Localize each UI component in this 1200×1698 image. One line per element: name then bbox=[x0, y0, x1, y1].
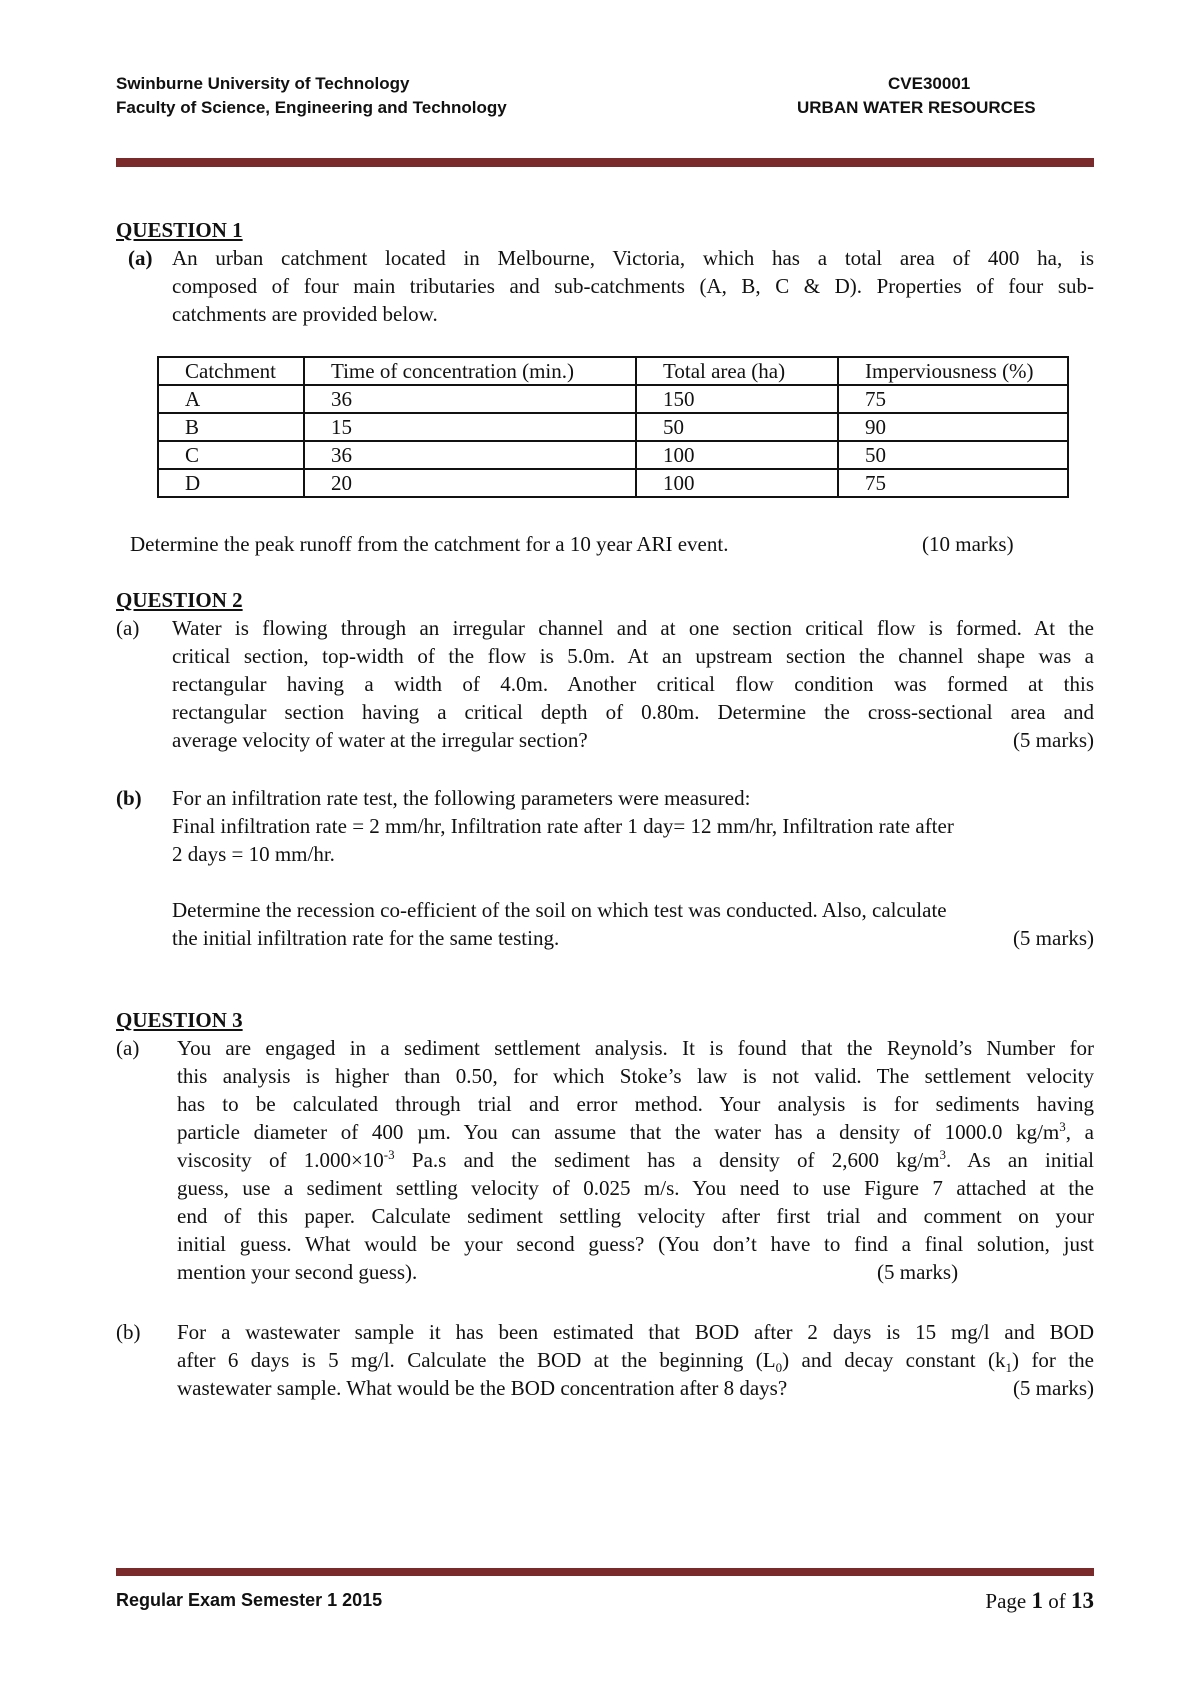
footer-page-number bbox=[985, 1588, 1094, 1614]
footer-divider bbox=[116, 1568, 1094, 1576]
table-cell: 50 bbox=[636, 413, 838, 441]
page-total: 13 bbox=[1071, 1588, 1094, 1613]
text-segment: after 6 days is 5 mg/l. Calculate the BOD at the beginning (L bbox=[177, 1348, 776, 1372]
text-line bbox=[177, 1258, 1094, 1286]
table-cell: 36 bbox=[304, 385, 636, 413]
question-1a-text bbox=[172, 244, 1094, 328]
table-row bbox=[158, 413, 1068, 441]
table-cell: 150 bbox=[636, 385, 838, 413]
table-cell: 36 bbox=[304, 441, 636, 469]
table-cell: A bbox=[158, 385, 304, 413]
text-line: Water is flowing through an irregular channel and at one section critical flow is formed. At the bbox=[172, 616, 1094, 640]
question-2a-last-line: average velocity of water at the irregular section? bbox=[172, 728, 588, 752]
question-2b-text bbox=[172, 784, 1094, 868]
superscript: 3 bbox=[1059, 1119, 1066, 1134]
page-current: 1 bbox=[1031, 1588, 1043, 1613]
question-3a-last-line: mention your second guess). bbox=[177, 1260, 418, 1284]
of-word: of bbox=[1048, 1589, 1066, 1613]
table-cell: 90 bbox=[838, 413, 1068, 441]
header-course-name: URBAN WATER RESOURCES bbox=[797, 98, 1036, 117]
question-3b-label: (b) bbox=[116, 1320, 141, 1344]
question-2b-label: (b) bbox=[116, 786, 142, 810]
table-header-row bbox=[158, 357, 1068, 385]
question-3b-text bbox=[177, 1318, 1094, 1402]
question-2a-marks: (5 marks) bbox=[1012, 728, 1094, 752]
table-cell: 50 bbox=[838, 441, 1068, 469]
table-header-cell: Imperviousness (%) bbox=[838, 357, 1068, 385]
text-segment: ) and decay constant (k bbox=[782, 1348, 1006, 1372]
text-line: For a wastewater sample it has been estimated that BOD after 2 days is 15 mg/l and BOD bbox=[177, 1320, 1094, 1344]
text-line: Determine the recession co-efficient of the soil on which test was conducted. Also, calculate bbox=[172, 898, 947, 922]
question-3-title: QUESTION 3 bbox=[116, 1008, 243, 1032]
subscript: 1 bbox=[1005, 1360, 1013, 1376]
text-line bbox=[177, 1346, 1094, 1374]
superscript: 3 bbox=[939, 1147, 946, 1162]
text-line bbox=[177, 1146, 1094, 1174]
question-2b-last-line: the initial infiltration rate for the same testing. bbox=[172, 926, 560, 950]
text-line: An urban catchment located in Melbourne, Victoria, which has a total area of 400 ha, is bbox=[172, 246, 1094, 270]
table-cell: D bbox=[158, 469, 304, 497]
table-header-cell: Total area (ha) bbox=[636, 357, 838, 385]
text-line: For an infiltration rate test, the following parameters were measured: bbox=[172, 786, 751, 810]
text-segment: particle diameter of 400 µm. You can assume that the water has a density of 1000.0 kg/m bbox=[177, 1120, 1060, 1144]
text-line: end of this paper. Calculate sediment settling velocity after first trial and comment on your bbox=[177, 1204, 1094, 1228]
text-segment: ) for the bbox=[1012, 1348, 1094, 1372]
text-line: this analysis is higher than 0.50, for which Stoke’s law is not valid. The settlement velocity bbox=[177, 1064, 1094, 1088]
question-3a-text bbox=[177, 1034, 1094, 1286]
header-divider bbox=[116, 158, 1094, 167]
text-segment: . As an initial bbox=[945, 1148, 1094, 1172]
question-2b-marks: (5 marks) bbox=[1012, 926, 1094, 950]
text-segment: , a bbox=[1065, 1120, 1094, 1144]
catchment-table bbox=[157, 356, 1069, 498]
text-line: catchments are provided below. bbox=[172, 302, 438, 326]
superscript: -3 bbox=[383, 1147, 395, 1162]
header-faculty: Faculty of Science, Engineering and Technology bbox=[116, 98, 507, 117]
text-line bbox=[172, 726, 1094, 754]
text-line: rectangular having a width of 4.0m. Another critical flow condition was formed at this bbox=[172, 672, 1094, 696]
text-line: You are engaged in a sediment settlement analysis. It is found that the Reynold’s Number for bbox=[177, 1036, 1094, 1060]
table-cell: 75 bbox=[838, 385, 1068, 413]
table-row bbox=[158, 385, 1068, 413]
question-2a-text bbox=[172, 614, 1094, 754]
question-3a-label: (a) bbox=[116, 1036, 140, 1060]
footer-exam-label: Regular Exam Semester 1 2015 bbox=[116, 1590, 383, 1610]
question-2-title: QUESTION 2 bbox=[116, 588, 243, 612]
question-1-title: QUESTION 1 bbox=[116, 218, 243, 242]
text-line: 2 days = 10 mm/hr. bbox=[172, 842, 335, 866]
text-line bbox=[172, 924, 1094, 952]
text-segment: Pa.s and the sediment has a density of 2,600 kg/m bbox=[394, 1148, 940, 1172]
header-university: Swinburne University of Technology bbox=[116, 74, 410, 93]
table-cell: 15 bbox=[304, 413, 636, 441]
table-header-cell: Time of concentration (min.) bbox=[304, 357, 636, 385]
question-3b-marks: (5 marks) bbox=[1012, 1376, 1094, 1400]
text-line bbox=[177, 1374, 1094, 1402]
text-line: has to be calculated through trial and error method. Your analysis is for sediments having bbox=[177, 1092, 1094, 1116]
table-cell: C bbox=[158, 441, 304, 469]
text-line: Final infiltration rate = 2 mm/hr, Infiltration rate after 1 day= 12 mm/hr, Infiltration rate after bbox=[172, 814, 954, 838]
table-cell: B bbox=[158, 413, 304, 441]
question-2a-label: (a) bbox=[116, 616, 140, 640]
subscript: 0 bbox=[775, 1360, 783, 1376]
text-segment: viscosity of 1.000×10 bbox=[177, 1148, 384, 1172]
table-cell: 100 bbox=[636, 469, 838, 497]
table-header-cell: Catchment bbox=[158, 357, 304, 385]
text-line bbox=[177, 1118, 1094, 1146]
question-2b-task bbox=[172, 896, 1094, 952]
text-line: rectangular section having a critical depth of 0.80m. Determine the cross-sectional area and bbox=[172, 700, 1094, 724]
table-cell: 20 bbox=[304, 469, 636, 497]
table-row bbox=[158, 441, 1068, 469]
text-line: critical section, top-width of the flow is 5.0m. At an upstream section the channel shape was a bbox=[172, 644, 1094, 668]
text-line: composed of four main tributaries and sub-catchments (A, B, C & D). Properties of four sub- bbox=[172, 274, 1094, 298]
question-1a-label: (a) bbox=[128, 246, 153, 270]
table-cell: 100 bbox=[636, 441, 838, 469]
text-line: initial guess. What would be your second guess? (You don’t have to find a final solution, just bbox=[177, 1232, 1094, 1256]
question-1-task: Determine the peak runoff from the catchment for a 10 year ARI event. bbox=[130, 532, 729, 556]
question-1-marks: (10 marks) bbox=[922, 532, 1014, 556]
question-3a-marks: (5 marks) bbox=[877, 1260, 959, 1284]
question-3b-last-line: wastewater sample. What would be the BOD concentration after 8 days? bbox=[177, 1376, 788, 1400]
header-course-code: CVE30001 bbox=[888, 74, 971, 93]
table-row bbox=[158, 469, 1068, 497]
text-line: guess, use a sediment settling velocity of 0.025 m/s. You need to use Figure 7 attached at the bbox=[177, 1176, 1094, 1200]
table-cell: 75 bbox=[838, 469, 1068, 497]
page-word: Page bbox=[985, 1589, 1027, 1613]
